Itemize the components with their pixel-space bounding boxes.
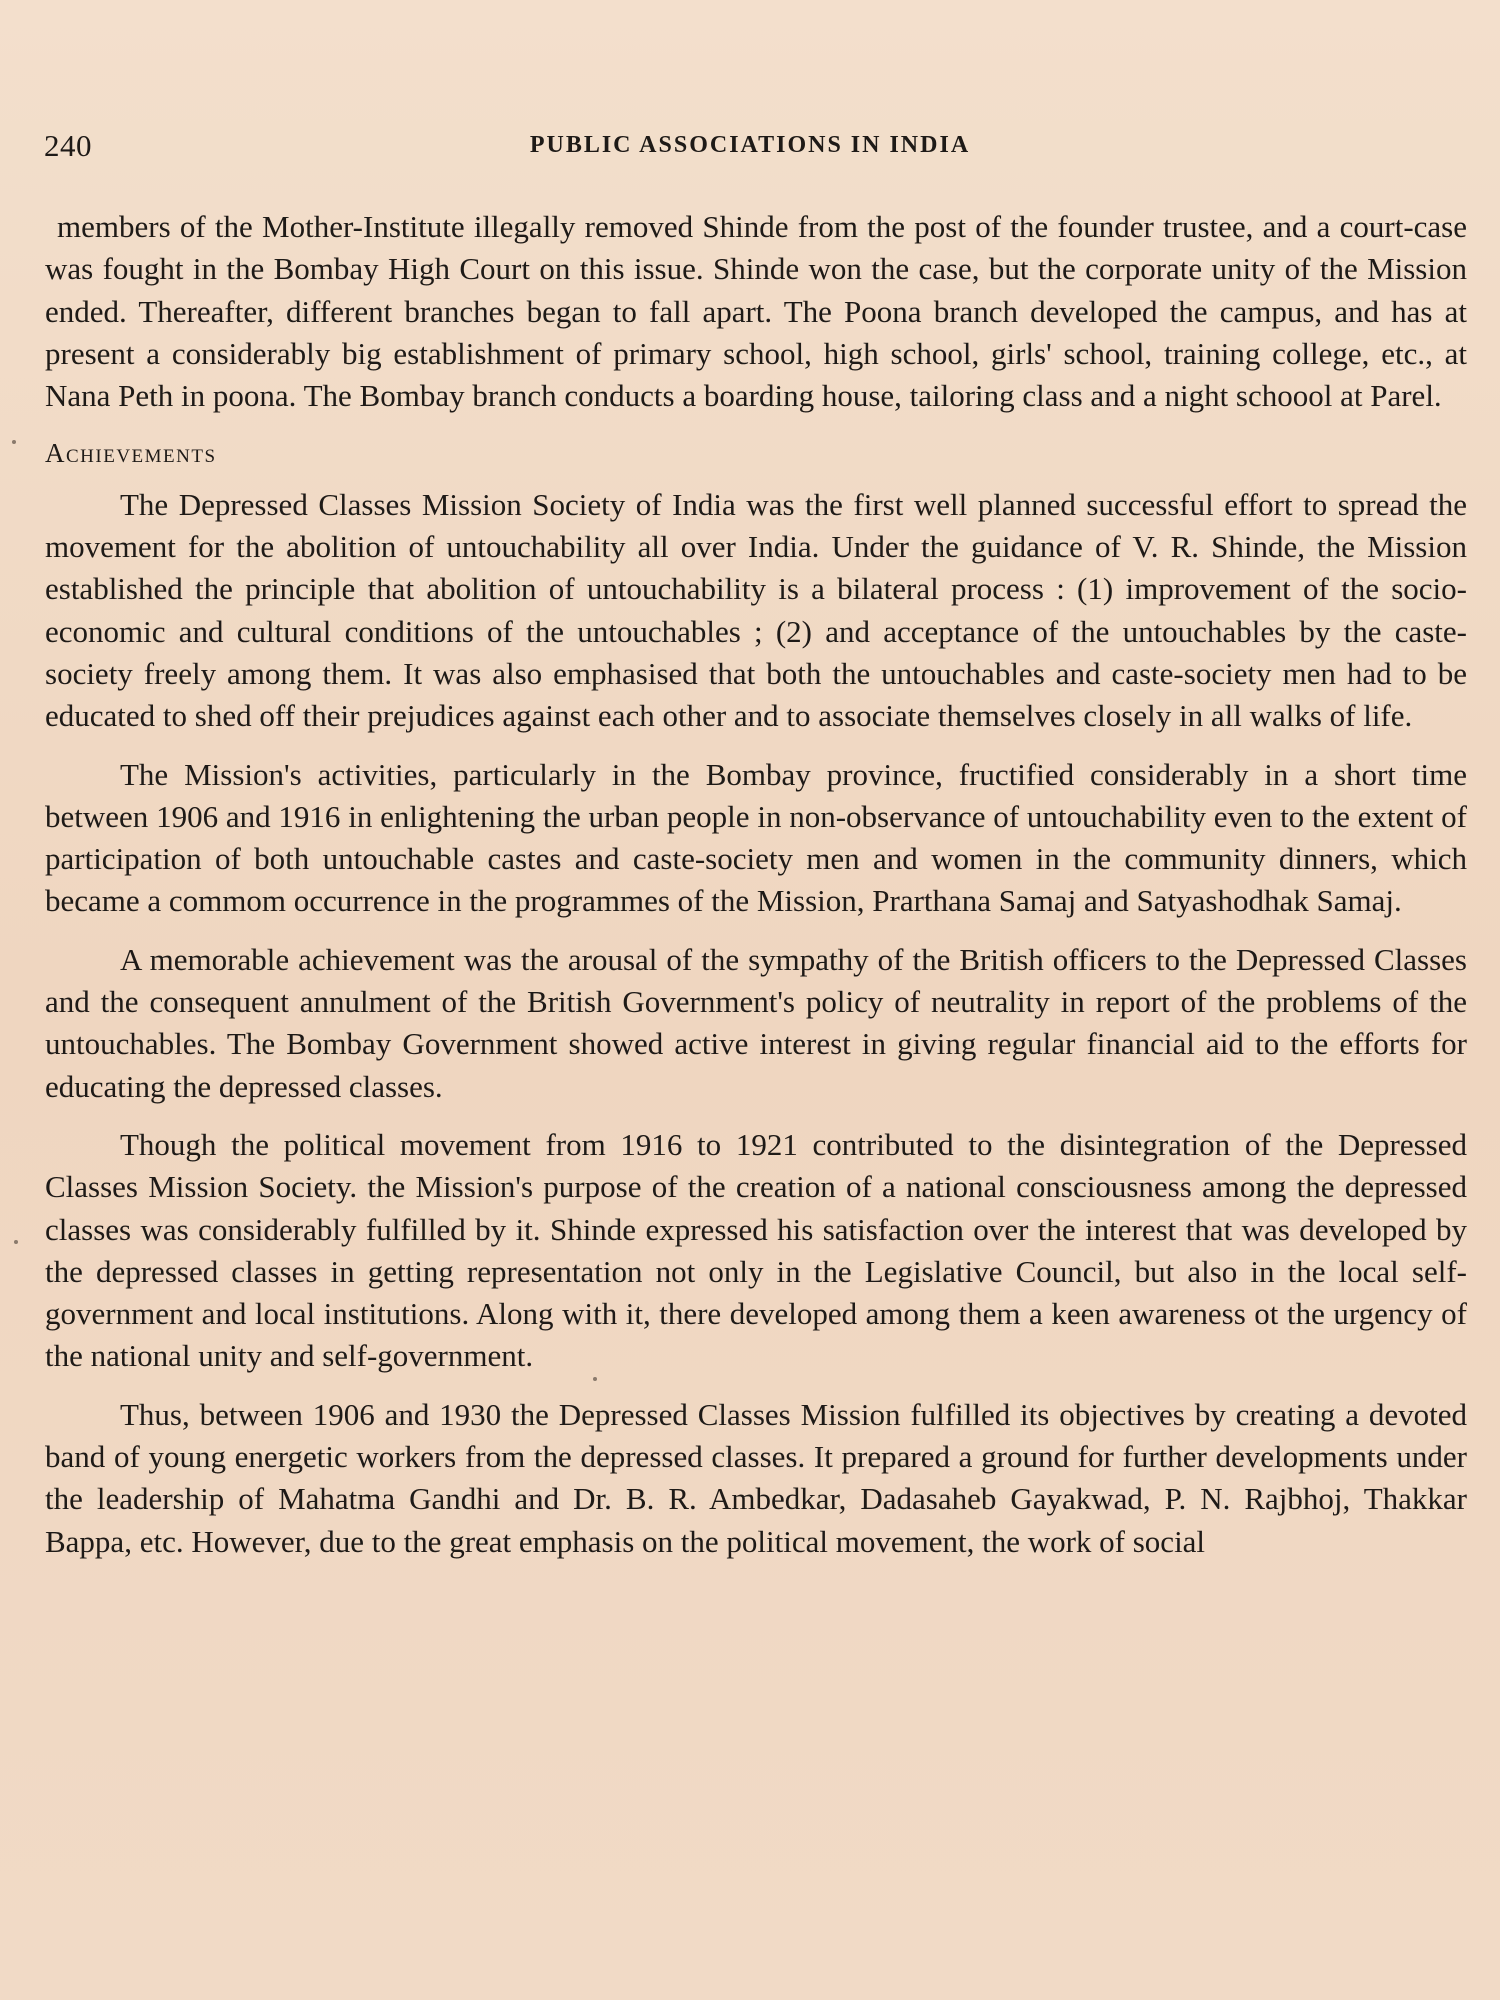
paragraph-political-movement: Though the political movement from 1916 to 1921 contributed to the disintegration of the Depressed Classes Mission Society. the Mission's purpose of the creation of a national consciousness among the depressed classes was considerably fulfilled by it. Shinde expressed his satisfaction over the interest that was developed by the depressed classes in getting representation not only in the Legislative Council, but also in the local self-government and local institutions. Along with it, there developed among them a keen awareness ot the urgency of the national unity and self-government. <box>45 1126 1467 1374</box>
running-head <box>44 128 1456 168</box>
paragraph-memorable-achievement: A memorable achievement was the arousal of the sympathy of the British officers to the Depressed Classes and the consequent annulment of the British Government's policy of neutrality in report of the problems of the untouchables. The Bombay Government showed active interest in giving regular financial aid to the efforts for educating the depressed classes. <box>45 941 1467 1104</box>
paragraph-mission-activities: The Mission's activities, particularly in the Bombay province, fructified considerably in a short time between 1906 and 1916 in enlightening the urban people in non-observance of untouchability even to the extent of participation of both untouchable castes and caste-society men and women in the community dinners, which became a commom occurrence in the programmes of the Mission, Prarthana Samaj and Satyashodhak Samaj. <box>45 756 1467 919</box>
paragraph-mission-first-effort: The Depressed Classes Mission Society of India was the first well planned successful effort to spread the movement for the abolition of untouchability all over India. Under the guidance of V. R. Shinde, the Mission established the principle that abolition of untouchability is a bilateral process : (1) improvement of the socio-economic and cultural conditions of the untouchables ; (2) and acceptance of the untouchables by the caste-society freely among them. It was also emphasised that both the untouchables and caste-society men had to be educated to shed off their prejudices against each other and to associate themselves closely in all walks of life. <box>45 486 1467 734</box>
paper-speck <box>593 1377 597 1381</box>
body-text <box>45 206 1467 1563</box>
running-title: PUBLIC ASSOCIATIONS IN INDIA <box>529 132 971 158</box>
paper-speck <box>14 1240 18 1244</box>
paragraph-objectives-fulfilled: Thus, between 1906 and 1930 the Depressed Classes Mission fulfilled its objectives by creating a devoted band of young energetic workers from the depressed classes. It prepared a ground for further developments under the leadership of Mahatma Gandhi and Dr. B. R. Ambedkar, Dadasaheb Gayakwad, P. N. Rajbhoj, Thakkar Bappa, etc. However, due to the great emphasis on the political movement, the work of social <box>45 1396 1467 1559</box>
page-number: 240 <box>44 128 92 163</box>
paragraph-continuation: members of the Mother-Institute illegally removed Shinde from the post of the founder trustee, and a court-case was fought in the Bombay High Court on this issue. Shinde won the case, but the corporate unity of the Mission ended. Thereafter, different branches began to fall apart. The Poona branch developed the campus, and has at present a considerably big establishment of primary school, high school, girls' school, training college, etc., at Nana Peth in poona. The Bombay branch conducts a boarding house, tailoring class and a night schoool at Parel. <box>45 209 1467 414</box>
paper-speck <box>12 440 16 444</box>
section-heading: Achievements <box>45 438 217 469</box>
